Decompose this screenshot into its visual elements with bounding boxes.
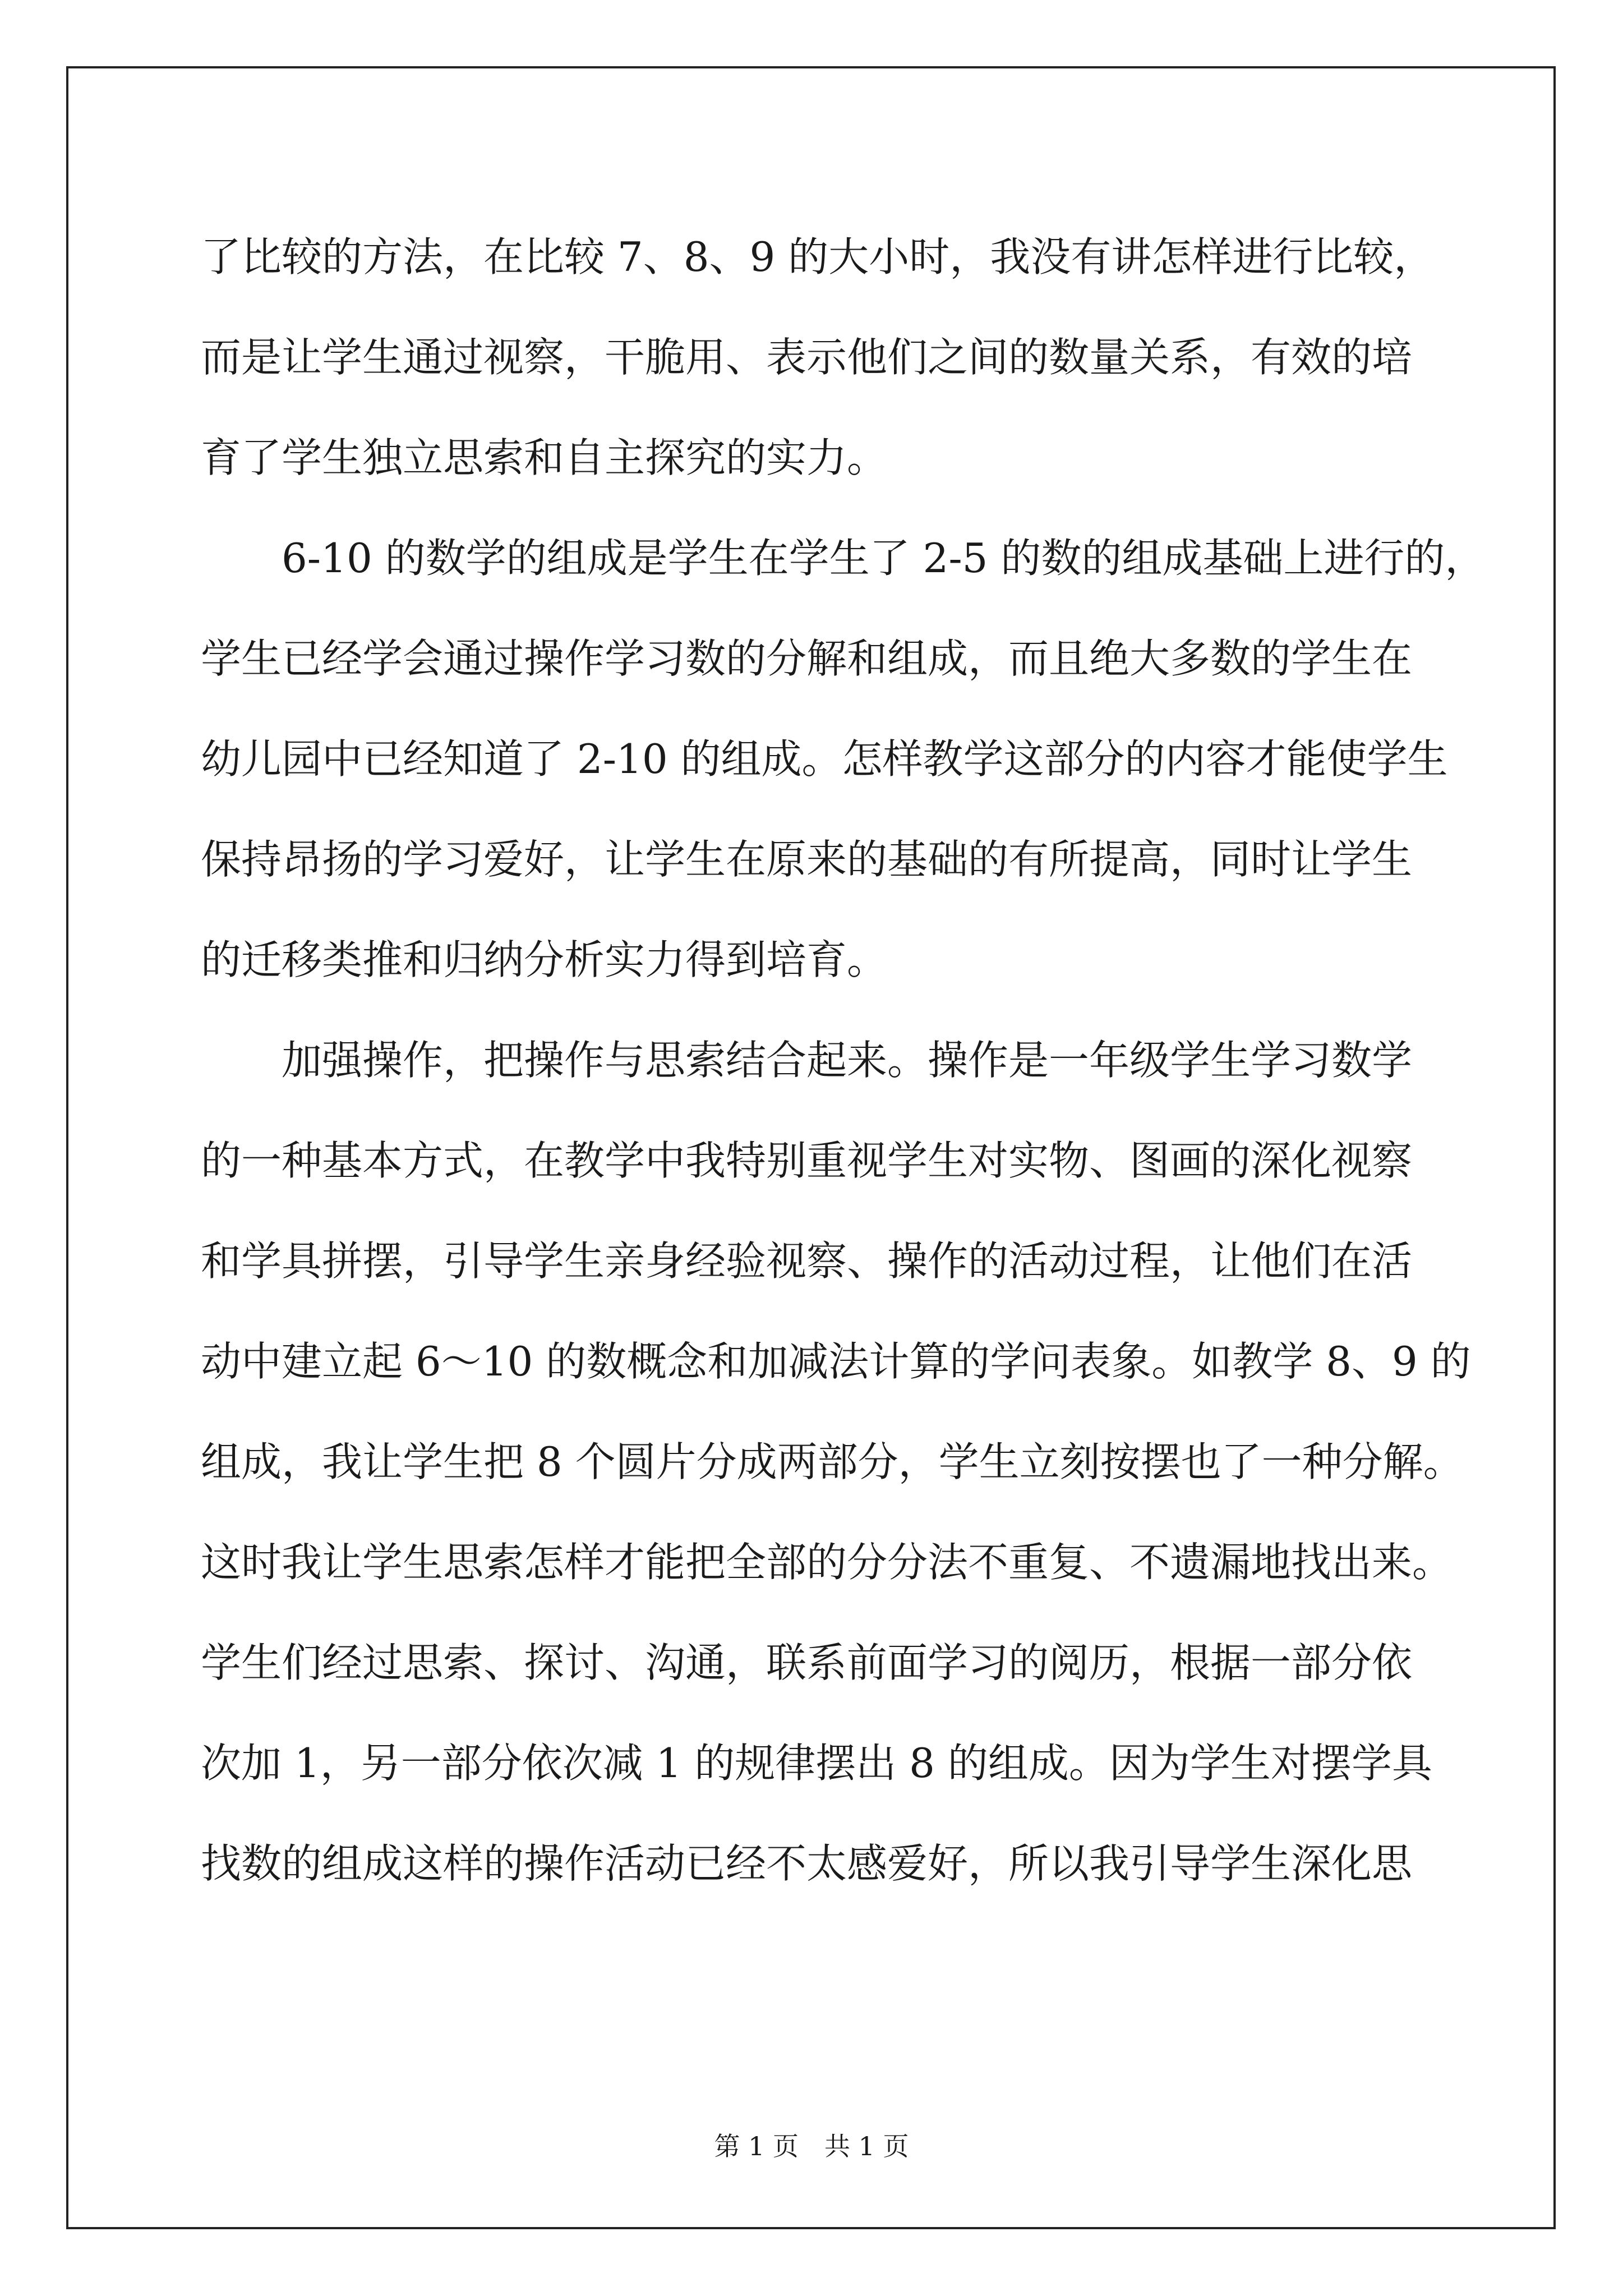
- text-line: 幼儿园中已经知道了 2-10 的组成。怎样教学这部分的内容才能使学生: [201, 735, 1448, 783]
- text-line: 学生们经过思索、探讨、沟通，联系前面学习的阅历，根据一部分依: [201, 1639, 1413, 1686]
- page-footer: 第 1 页 共 1 页: [714, 2131, 909, 2161]
- text-line: 保持昂扬的学习爱好，让学生在原来的基础的有所提高，同时让学生: [201, 836, 1413, 883]
- text-line: 组成，我让学生把 8 个圆片分成两部分，学生立刻按摆也了一种分解。: [201, 1438, 1464, 1485]
- text-line: 和学具拼摆，引导学生亲身经验视察、操作的活动过程，让他们在活: [201, 1237, 1413, 1285]
- text-line: 次加 1，另一部分依次减 1 的规律摆出 8 的组成。因为学生对摆学具: [201, 1740, 1432, 1787]
- text-line: 而是让学生通过视察，干脆用、表示他们之间的数量关系，有效的培: [201, 334, 1413, 381]
- text-line: 的迁移类推和归纳分析实力得到培育。: [201, 936, 888, 983]
- text-line: 找数的组成这样的操作活动已经不太感爱好，所以我引导学生深化思: [201, 1840, 1413, 1887]
- document-body: [201, 207, 1486, 1914]
- text-line: 加强操作，把操作与思索结合起来。操作是一年级学生学习数学: [201, 1037, 1413, 1084]
- text-line: 了比较的方法，在比较 7、8、9 的大小时，我没有讲怎样进行比较，: [201, 233, 1435, 280]
- text-line: 学生已经学会通过操作学习数的分解和组成，而且绝大多数的学生在: [201, 635, 1413, 682]
- text-line: 6-10 的数学的组成是学生在学生了 2-5 的数的组成基础上进行的，: [201, 535, 1486, 582]
- text-line: 的一种基本方式，在教学中我特别重视学生对实物、图画的深化视察: [201, 1137, 1413, 1184]
- text-line: 这时我让学生思索怎样才能把全部的分分法不重复、不遗漏地找出来。: [201, 1539, 1453, 1586]
- text-line: 动中建立起 6～10 的数概念和加减法计算的学问表象。如教学 8、9 的: [201, 1338, 1471, 1385]
- text-line: 育了学生独立思索和自主探究的实力。: [201, 434, 888, 481]
